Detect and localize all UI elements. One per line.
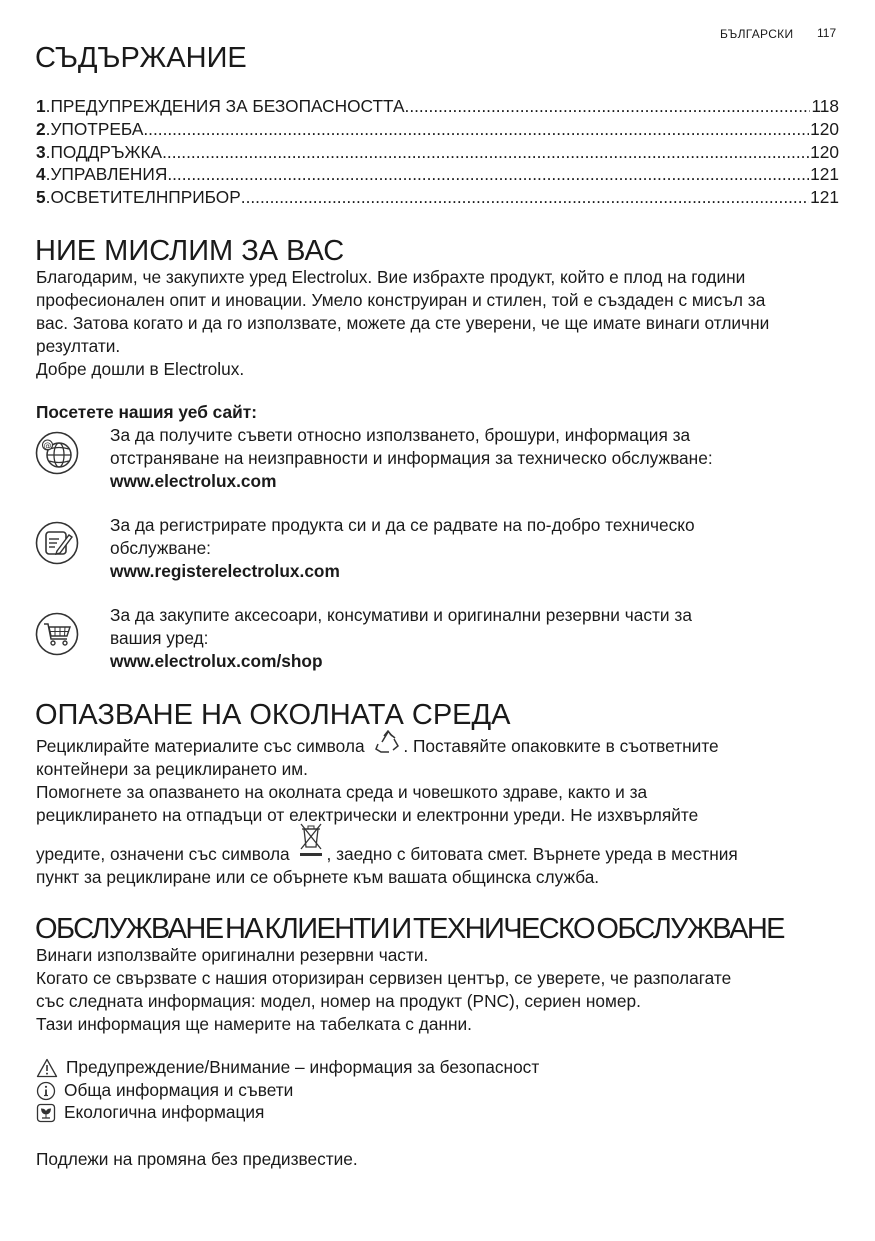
environment-line-1 xyxy=(36,735,841,758)
toc-item-number: 4 xyxy=(36,164,46,184)
toc-leader-dots xyxy=(405,95,811,118)
service-title: ОБСЛУЖВАНЕ НА КЛИЕНТИ И ТЕХНИЧЕСКО ОБСЛУЖВАНЕ xyxy=(35,913,784,945)
toc-item-page: 120 xyxy=(810,119,839,139)
toc-item-page: 121 xyxy=(810,187,839,207)
toc-item-separator: . xyxy=(45,142,51,162)
paragraph-line: вас. Затова когато и да го използвате, можете да сте уверени, че ще имате винаги отлични xyxy=(36,313,770,333)
toc-item-number: 3 xyxy=(36,142,46,162)
language-label: БЪЛГАРСКИ xyxy=(720,27,794,41)
globe-icon xyxy=(35,431,79,475)
environment-line-5 xyxy=(36,843,841,866)
toc-item-separator: . xyxy=(45,164,51,184)
link-block-shop xyxy=(110,604,830,673)
environment-line-6: пункт за рециклиране или се обърнете към вашата общинска служба. xyxy=(36,867,600,887)
environment-title: ОПАЗВАНЕ НА ОКОЛНАТА СРЕДА xyxy=(35,699,511,731)
environment-line-4: рециклирането на отпадъци от електрически и електронни уреди. Не изхвърляйте xyxy=(36,805,699,825)
register-link[interactable]: www.registerelectrolux.com xyxy=(110,561,340,581)
toc-item-separator: . xyxy=(45,96,51,116)
toc-item-number: 2 xyxy=(36,119,46,139)
recycle-icon xyxy=(373,730,403,756)
toc-item-3[interactable] xyxy=(36,141,839,164)
toc-item-label: УПОТРЕБА xyxy=(50,119,144,139)
toc-item-label: УПРАВЛЕНИЯ xyxy=(50,164,168,184)
page-number: 117 xyxy=(817,26,837,40)
toc-item-2[interactable] xyxy=(36,118,839,141)
legend-text: Предупреждение/Внимание – информация за безопасност xyxy=(66,1057,540,1077)
paragraph-line: Винаги използвайте оригинални резервни части. xyxy=(36,945,429,965)
footer-note: Подлежи на промяна без предизвестие. xyxy=(36,1149,358,1169)
toc-leader-dots xyxy=(241,186,809,209)
toc-item-label: ПОДДРЪЖКА xyxy=(50,142,163,162)
toc-item-separator: . xyxy=(45,187,51,207)
legend-eco xyxy=(36,1101,264,1124)
toc-item-label: ПРЕДУПРЕЖДЕНИЯ ЗА БЕЗОПАСНОСТТА xyxy=(50,96,405,116)
service-paragraph xyxy=(36,944,841,1036)
toc-leader-dots xyxy=(162,141,809,164)
info-icon xyxy=(36,1081,56,1101)
paragraph-text: уредите, означени със символа xyxy=(36,844,290,864)
link-block-register xyxy=(110,514,830,583)
toc-item-5[interactable] xyxy=(36,186,839,209)
toc-item-1[interactable] xyxy=(36,95,839,118)
toc-item-separator: . xyxy=(45,119,51,139)
paragraph-text: . Поставяйте опаковките в съответните xyxy=(403,736,719,756)
legend-text: Екологична информация xyxy=(64,1102,265,1122)
legend-text: Обща информация и съвети xyxy=(64,1080,294,1100)
link-description-line: За да регистрирате продукта си и да се радвате на по-добро техническо xyxy=(110,515,695,535)
paragraph-text: , заедно с битовата смет. Върнете уреда в местния xyxy=(326,844,738,864)
svg-text:@: @ xyxy=(43,441,52,450)
toc-item-page: 121 xyxy=(810,164,839,184)
warning-icon xyxy=(36,1058,58,1078)
link-description-line: отстраняване на неизправности и информация за техническо обслужване: xyxy=(110,448,713,468)
paragraph-text: Рециклирайте материалите със символа xyxy=(36,736,365,756)
toc-leader-dots xyxy=(167,163,809,186)
paragraph-line: резултати. xyxy=(36,336,121,356)
paragraph-line: със следната информация: модел, номер на продукт (PNC), сериен номер. xyxy=(36,991,641,1011)
environment-line-3: Помогнете за опазването на околната среда и човешкото здраве, както и за xyxy=(36,782,648,802)
toc-item-label: ОСВЕТИТЕЛНПРИБОР xyxy=(50,187,241,207)
toc-item-4[interactable] xyxy=(36,163,839,186)
eco-icon xyxy=(36,1103,56,1123)
toc-item-page: 118 xyxy=(811,96,839,116)
link-description-line: обслужване: xyxy=(110,538,211,558)
shop-link[interactable]: www.electrolux.com/shop xyxy=(110,651,323,671)
legend-info xyxy=(36,1079,293,1102)
link-block-website xyxy=(110,424,830,493)
thinking-title: НИЕ МИСЛИМ ЗА ВАС xyxy=(35,235,345,267)
paragraph-line: Тази информация ще намерите на табелката с данни. xyxy=(36,1014,472,1034)
visit-label: Посетете нашия уеб сайт: xyxy=(36,402,257,422)
weee-bin-icon xyxy=(298,821,324,859)
paragraph-line: професионален опит и иновации. Умело конструиран и стилен, той е създаден с мисъл за xyxy=(36,290,766,310)
link-description-line: вашия уред: xyxy=(110,628,209,648)
link-description-line: За да получите съвети относно използването, брошури, информация за xyxy=(110,425,691,445)
legend-warning xyxy=(36,1056,539,1079)
toc-leader-dots xyxy=(143,118,809,141)
paragraph-line: Когато се свързвате с нашия оторизиран сервизен център, се уверете, че разполагате xyxy=(36,968,732,988)
toc-title: СЪДЪРЖАНИЕ xyxy=(35,42,247,74)
register-icon xyxy=(35,521,79,565)
website-link[interactable]: www.electrolux.com xyxy=(110,471,277,491)
toc-item-page: 120 xyxy=(810,142,839,162)
paragraph-line: Благодарим, че закупихте уред Electrolux. Вие избрахте продукт, който е плод на години xyxy=(36,267,746,287)
toc-item-number: 5 xyxy=(36,187,46,207)
link-description-line: За да закупите аксесоари, консумативи и оригинални резервни части за xyxy=(110,605,692,625)
environment-line-2: контейнери за рециклирането им. xyxy=(36,759,308,779)
paragraph-line: Добре дошли в Electrolux. xyxy=(36,359,245,379)
thinking-paragraph xyxy=(36,266,841,381)
cart-icon xyxy=(35,612,79,656)
toc-item-number: 1 xyxy=(36,96,46,116)
